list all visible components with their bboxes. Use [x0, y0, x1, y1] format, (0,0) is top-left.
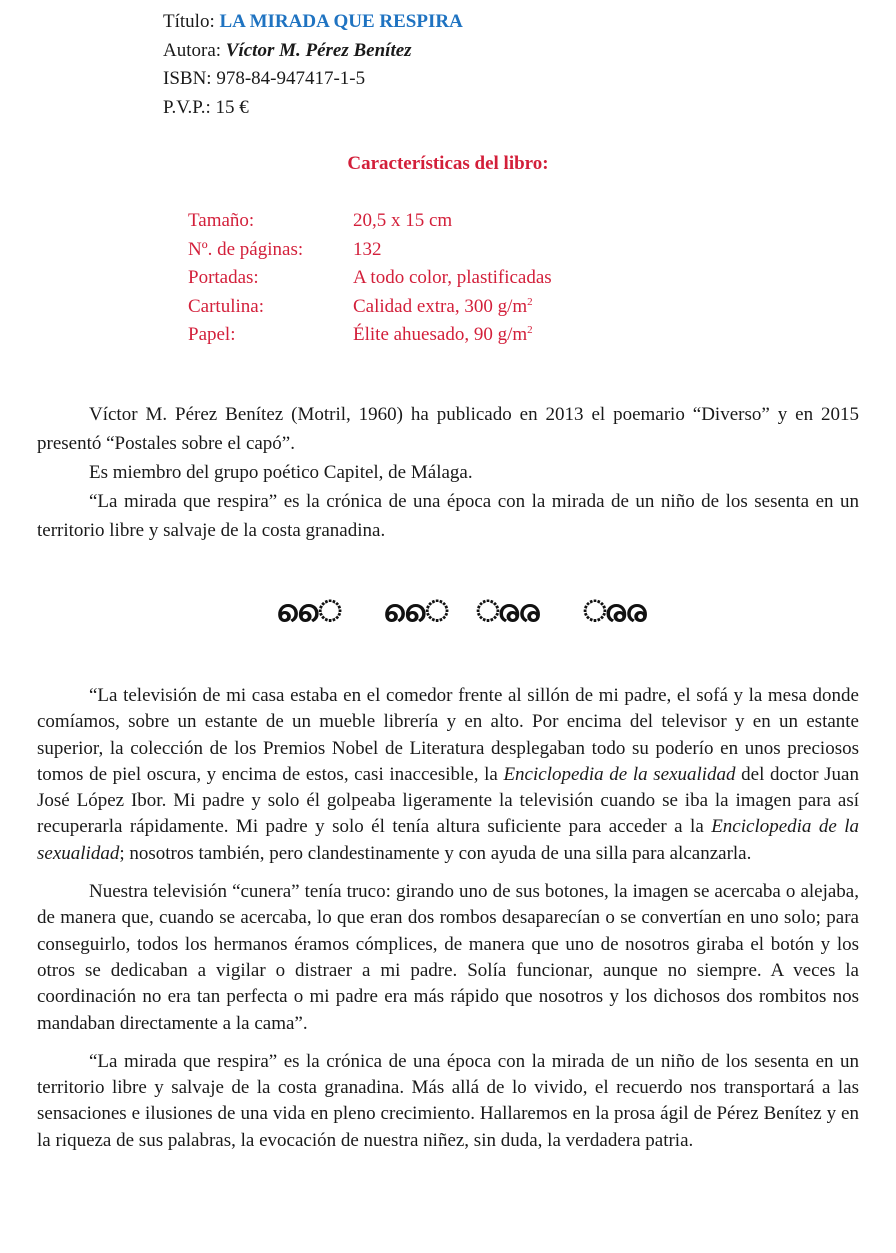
bio-paragraph: “La mirada que respira” es la crónica de una época con la mirada de un niño de los sesenta en un territorio libre y salvaje de la costa granadina.: [37, 491, 859, 541]
book-excerpt: [37, 683, 859, 1166]
spec-label: Tamaño:: [188, 210, 255, 231]
spec-label: Papel:: [188, 324, 236, 345]
spec-row-size: [188, 207, 552, 236]
book-metadata: [163, 8, 463, 122]
excerpt-paragraph: “La televisión de mi casa estaba en el comedor frente al sillón de mi padre, el sofá y la mesa donde comíamos, sobre un estante de un mueble librería y en alto. Por encima del televisor y en un estante superior, la colección de los Premios Nobel de Literatura desplegaban todo su poderío en unos preciosos tomos de piel oscura, y encima de estos, casi inaccesible, la Enciclopedia de la sexualidad del doctor Juan José López Ibor. Mi padre y solo él golpeaba ligeramente la televisión cuando se iba la imagen para así recuperarla rápidamente. Mi padre y solo él tenía altura suficiente para acceder a la Enciclopedia de la sexualidad; nosotros también, pero clandestinamente y con ayuda de una silla para alcanzarla.: [37, 685, 859, 864]
specs-heading: Características del libro:: [347, 153, 549, 174]
price: P.V.P.: 15 €: [163, 96, 249, 118]
bio-paragraph: Víctor M. Pérez Benítez (Motril, 1960) ha publicado en 2013 el poemario “Diverso” y en 2015 presentó “Postales sobre el capó”.: [37, 404, 859, 454]
bio-paragraph: Es miembro del grupo poético Capitel, de Málaga.: [89, 462, 473, 483]
spec-value: Élite ahuesado, 90 $g/m^2$: [353, 324, 533, 345]
spec-value: 20,5 x 15 cm: [353, 210, 453, 231]
spec-row-covers: [188, 264, 552, 293]
author-label: Autora:: [163, 39, 226, 61]
title-label: Título:: [163, 11, 220, 32]
spec-label: Portadas:: [188, 267, 259, 288]
ornament-divider: [0, 595, 896, 635]
excerpt-paragraph: Nuestra televisión “cunera” tenía truco: girando uno de sus botones, la imagen se acercaba o alejaba, de manera que, cuando se acercaba, lo que eran dos rombos desaparecían o se convertían en uno solo; para conseguirlo, todos los hermanos éramos cómplices, de manera que uno de nosotros giraba el botón y los otros se dedicaban a vigilar o distraer a mi padre. Solía funcionar, aunque no siempre. A veces la coordinación no era tan perfecta o mi padre era más rápido que nosotros y los dichosos dos rombitos nos mandaban directamente a la cama”.: [37, 881, 859, 1034]
spec-row-pages: [188, 236, 552, 265]
spec-row-card: [188, 293, 552, 322]
spec-value: A todo color, plastificadas: [353, 267, 552, 288]
spec-row-paper: [188, 321, 552, 350]
fleuron-icon: ൈ: [383, 595, 450, 628]
title-row: [163, 8, 463, 37]
specs-table: [188, 207, 552, 350]
book-title: LA MIRADA QUE RESPIRA: [219, 11, 463, 32]
spec-label: Cartulina:: [188, 295, 264, 317]
spec-label: Nº. de páginas:: [188, 238, 304, 260]
spec-value: 132: [353, 238, 382, 260]
isbn: ISBN: 978-84-947417-1-5: [163, 68, 366, 89]
fleuron-icon: ൈ: [276, 595, 343, 628]
author-bio: [37, 400, 859, 545]
spec-value: Calidad extra, 300 $g/m^2$: [353, 295, 533, 317]
fleuron-icon: ൈ: [583, 595, 650, 628]
fleuron-icon: ൈ: [476, 595, 543, 628]
excerpt-paragraph: “La mirada que respira” es la crónica de una época con la mirada de un niño de los sesenta en un territorio libre y salvaje de la costa granadina. Más allá de lo vivido, el recuerdo nos transportará a las sensaciones e ilusiones de una vida en pleno crecimiento. Hallaremos en la prosa ágil de Pérez Benítez y en la riqueza de sus palabras, la evocación de nuestra niñez, sin duda, la verdadera patria.: [37, 1050, 859, 1151]
book-author: Víctor M. Pérez Benítez: [225, 39, 412, 61]
author-row: [163, 37, 463, 66]
